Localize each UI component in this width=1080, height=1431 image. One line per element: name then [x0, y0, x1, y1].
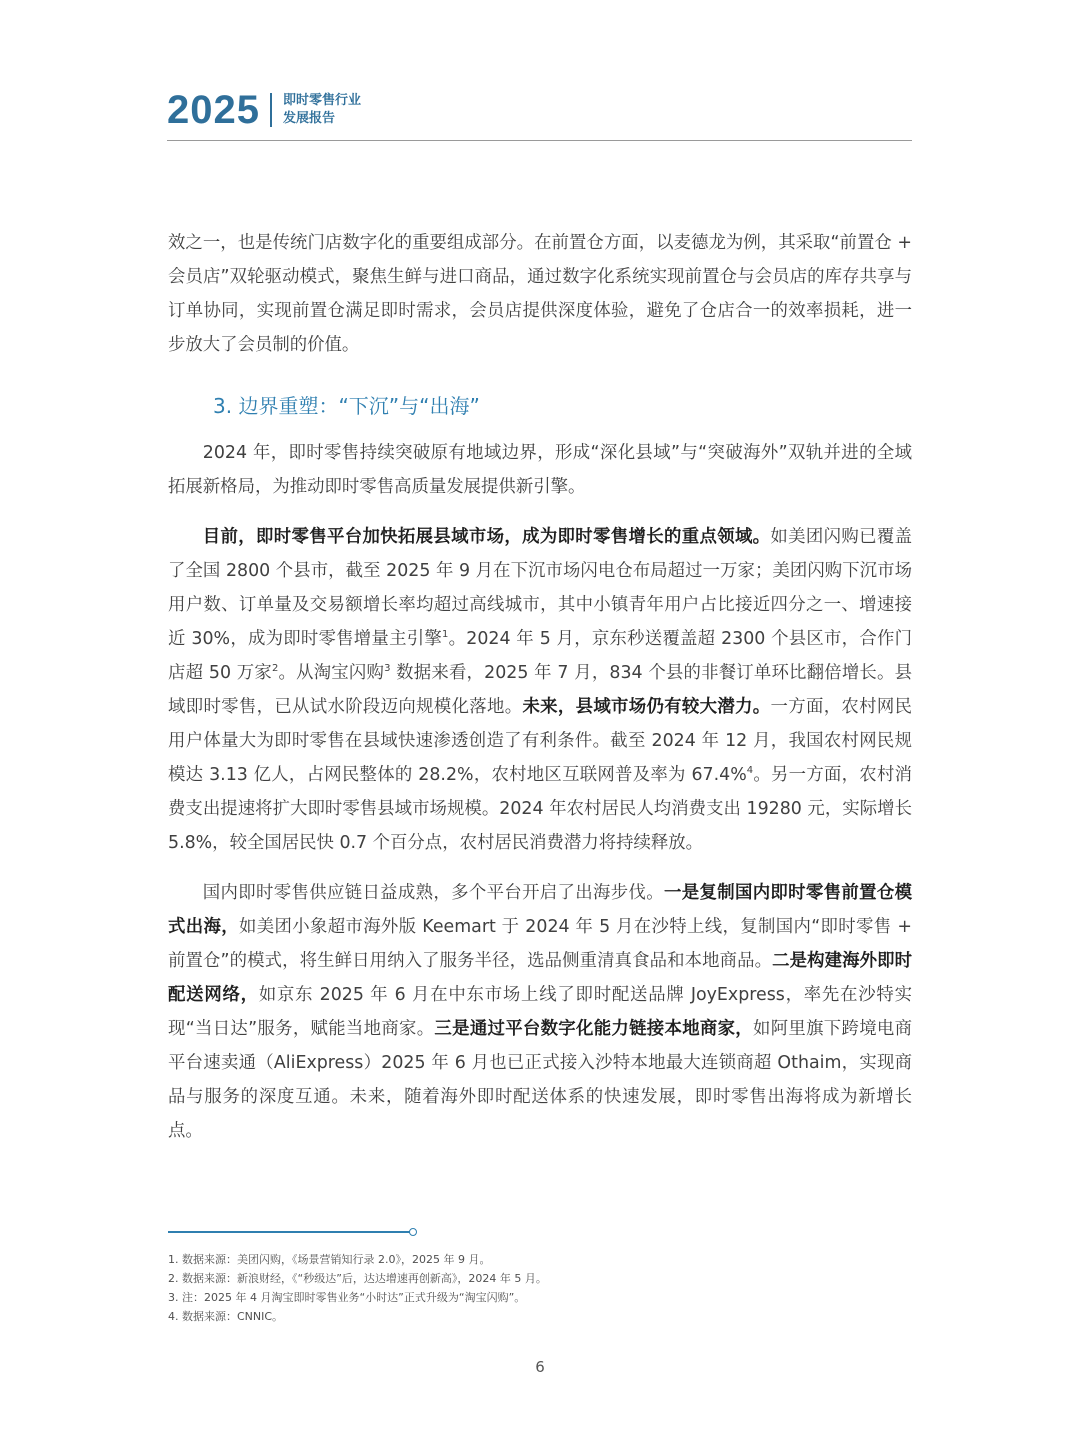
header-year: 2025 — [167, 88, 260, 132]
paragraph-text: 如京东 2025 年 6 月在中东市场上线了即时配送品牌 JoyExpress，率先在沙特实现“当日达”服务，赋能当地商家。 — [168, 985, 912, 1039]
emphasis-text: 未来，县域市场仍有较大潜力。 — [522, 697, 771, 717]
emphasis-text: 目前，即时零售平台加快拓展县域市场，成为即时零售增长的重点领域。 — [202, 527, 771, 547]
paragraph-text: 。2024 年 5 月，京东秒送覆盖超 2300 个县区市，合作门店超 50 万家 — [168, 629, 912, 683]
footnote-ref: 2 — [271, 663, 279, 675]
paragraph-text: 国内即时零售供应链日益成熟，多个平台开启了出海步伐。 — [202, 883, 664, 903]
header-title-line2: 发展报告 — [282, 111, 335, 126]
paragraph-text: 如美团闪购已覆盖了全国 2800 个县市，截至 2025 年 9 月在下沉市场闪电仓布局超过一万家；美团闪购下沉市场用户数、订单量及交易额增长率均超过高线城市，其中小镇青年用户占比接近四分之一、增速接近 30%，成为即时零售增量主引擎 — [168, 527, 912, 649]
emphasis-text: 三是通过平台数字化能力链接本地商家， — [434, 1019, 753, 1039]
footnote-ref: 4 — [746, 765, 754, 777]
footnote-ref: 1 — [442, 629, 449, 641]
footnote-2: 2. 数据来源：新浪财经，《“秒级达”后，达达增速再创新高》，2024 年 5 月。 — [168, 1272, 547, 1285]
header-title-line1: 即时零售行业 — [282, 93, 361, 108]
paragraph-overseas — [168, 876, 912, 1148]
footnote-1: 1. 数据来源：美团闪购，《场景营销知行录 2.0》，2025 年 9 月。 — [168, 1253, 491, 1266]
footnote-3: 3. 注：2025 年 4 月淘宝即时零售业务“小时达”正式升级为“淘宝闪购”。 — [168, 1291, 526, 1304]
paragraph-continuation: 效之一，也是传统门店数字化的重要组成部分。在前置仓方面，以麦德龙为例，其采取“前置仓 + 会员店”双轮驱动模式，聚焦生鲜与进口商品，通过数字化系统实现前置仓与会员店的库存共享与订单协同，实现前置仓满足即时需求，会员店提供深度体验，避免了仓店合一的效率损耗，进一步放大了会员制的价值。 — [168, 233, 912, 355]
emphasis-text: 一是复制国内即时零售前置仓模式出海， — [168, 883, 912, 937]
paragraph-intro: 2024 年，即时零售持续突破原有地域边界，形成“深化县域”与“突破海外”双轨并进的全域拓展新格局，为推动即时零售高质量发展提供新引擎。 — [168, 443, 912, 497]
report-header — [167, 88, 361, 132]
header-title — [283, 92, 361, 128]
section-title: 3. 边界重塑：“下沉”与“出海” — [213, 394, 480, 418]
main-content — [168, 226, 912, 1148]
header-rule — [167, 140, 912, 141]
paragraph-text: 一方面，农村网民用户体量大为即时零售在县域快速渗透创造了有利条件。截至 2024 年 12 月，我国农村网民规模达 3.13 亿人，占网民整体的 28.2%，农村地区互联网普及率为 67.4% — [168, 697, 912, 785]
paragraph-county-market — [168, 520, 912, 860]
paragraph-text: 数据来看，2025 年 7 月，834 个县的非餐订单环比翻倍增长。县域即时零售，已从试水阶段迈向规模化落地。 — [168, 663, 912, 717]
paragraph-text: 。从淘宝闪购 — [278, 663, 385, 683]
footnotes — [168, 1250, 912, 1326]
footnote-4: 4. 数据来源：CNNIC。 — [168, 1310, 284, 1323]
paragraph-text: 如美团小象超市海外版 Keemart 于 2024 年 5 月在沙特上线，复制国内“即时零售 + 前置仓”的模式，将生鲜日用纳入了服务半径，选品侧重清真食品和本地商品。 — [168, 917, 912, 971]
emphasis-text: 二是构建海外即时配送网络， — [168, 951, 912, 1005]
paragraph-text: 如阿里旗下跨境电商平台速卖通（AliExpress）2025 年 6 月也已正式接入沙特本地最大连锁商超 Othaim，实现商品与服务的深度互通。未来，随着海外即时配送体系的快速发展，即时零售出海将成为新增长点。 — [168, 1019, 912, 1141]
header-divider — [270, 93, 272, 127]
footnote-divider-dot — [409, 1228, 417, 1236]
footnote-ref: 3 — [384, 663, 391, 675]
footnote-divider — [168, 1231, 412, 1233]
paragraph-text: 。另一方面，农村消费支出提速将扩大即时零售县域市场规模。2024 年农村居民人均消费支出 19280 元，实际增长 5.8%，较全国居民快 0.7 个百分点，农村居民消费潜力将持续释放。 — [168, 765, 912, 853]
page-number: 6 — [535, 1358, 545, 1376]
